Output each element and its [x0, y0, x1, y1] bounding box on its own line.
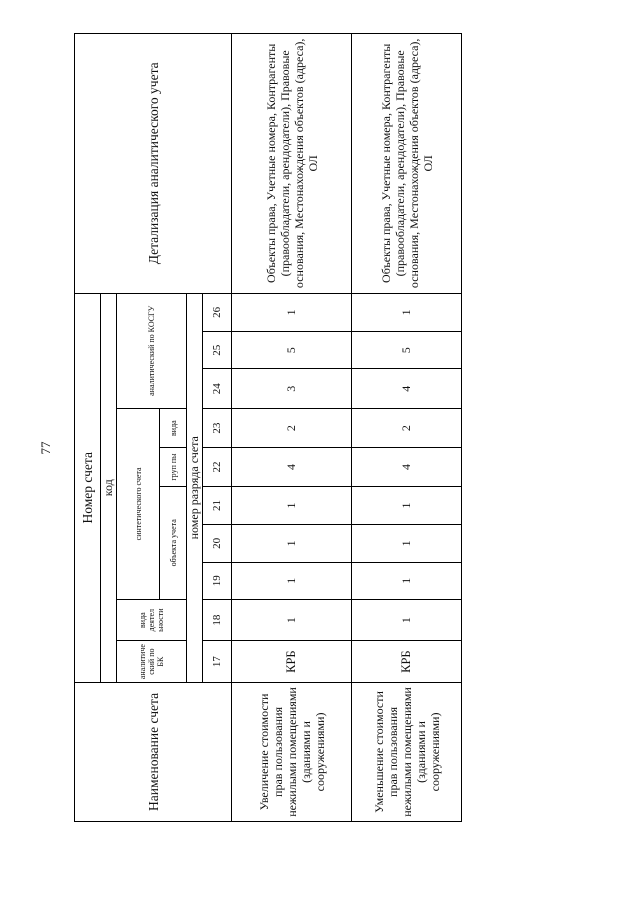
header-activity-type: вида деятел ьности — [117, 599, 187, 641]
digit-cell: 1 — [352, 599, 462, 641]
column-number: 17 — [203, 641, 232, 683]
column-number: 24 — [203, 369, 232, 408]
header-groups: груп пы — [160, 448, 187, 486]
digit-cell: 1 — [352, 525, 462, 562]
account-name-cell: Уменьшение стоимости прав пользования нежилыми помещениями (зданиями и сооружениями) — [352, 682, 462, 821]
digit-cell: 1 — [352, 293, 462, 331]
account-table — [74, 33, 462, 822]
column-number: 20 — [203, 525, 232, 562]
account-name-cell: Увеличение стоимости прав пользования нежилыми помещениями (зданиями и сооружениями) — [232, 682, 352, 821]
digit-cell: 3 — [232, 369, 352, 408]
header-kind: вида — [160, 408, 187, 447]
digit-cell: 1 — [352, 562, 462, 599]
rotated-table-container — [74, 33, 453, 822]
digit-cell: 1 — [232, 293, 352, 331]
digit-cell: 5 — [232, 332, 352, 369]
digit-cell: 5 — [352, 332, 462, 369]
digit-cell: 2 — [352, 408, 462, 447]
column-number: 25 — [203, 332, 232, 369]
digit-cell: 4 — [352, 369, 462, 408]
detail-cell: Объекты права, Учетные номера, Контрагенты (правообладатели, арендодатели), Правовые основания, Местонахождения объектов (адреса), ОЛ — [352, 34, 462, 294]
header-analytic-bk: аналитиче ский по БК — [117, 641, 187, 683]
page-number: 77 — [38, 441, 53, 455]
header-account-object: объекта учета — [160, 486, 187, 599]
header-synthetic: синтетического счета — [117, 408, 160, 599]
digit-cell: 4 — [352, 448, 462, 486]
column-number: 18 — [203, 599, 232, 641]
header-account-name: Наименование счета — [75, 682, 232, 821]
header-analytic-kosgu: аналитический по КОСГУ — [117, 293, 187, 408]
table-row — [352, 34, 462, 822]
column-number: 19 — [203, 562, 232, 599]
digit-cell: 4 — [232, 448, 352, 486]
header-digit-number: номер разряда счета — [187, 293, 203, 682]
column-number: 23 — [203, 408, 232, 447]
digit-cell: 1 — [232, 562, 352, 599]
header-detail: Детализация аналитического учета — [75, 34, 232, 294]
analytic-bk-cell: КРБ — [232, 641, 352, 683]
analytic-bk-cell: КРБ — [352, 641, 462, 683]
digit-cell: 1 — [232, 486, 352, 524]
column-number: 22 — [203, 448, 232, 486]
header-account-number: Номер счета — [75, 293, 101, 682]
digit-cell: 1 — [232, 599, 352, 641]
detail-cell: Объекты права, Учетные номера, Контрагенты (правообладатели, арендодатели), Правовые основания, Местонахождения объектов (адреса), ОЛ — [232, 34, 352, 294]
column-number: 21 — [203, 486, 232, 524]
header-code: код — [101, 293, 117, 682]
digit-cell: 1 — [352, 486, 462, 524]
column-number: 26 — [203, 293, 232, 331]
digit-cell: 1 — [232, 525, 352, 562]
digit-cell: 2 — [232, 408, 352, 447]
table-row — [232, 34, 352, 822]
